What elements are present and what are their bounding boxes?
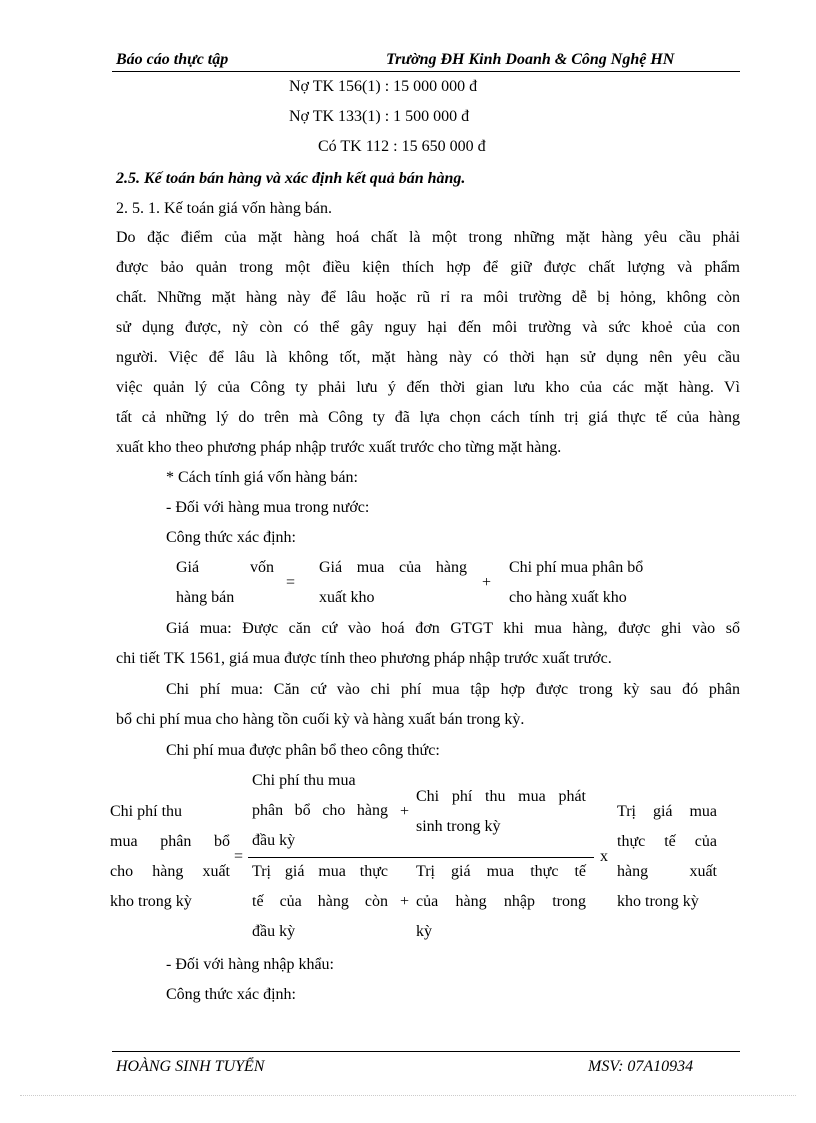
formula2-numerator-1: đầu kỳ: [252, 832, 296, 849]
formula2-lhs: cho hàng xuất: [110, 863, 230, 880]
allocation-title: Chi phí mua được phân bổ theo công thức:: [166, 742, 440, 759]
import-label: - Đối với hàng nhập khẩu:: [166, 956, 334, 973]
formula1-plus: +: [482, 574, 492, 591]
para1-line: chất. Những mặt hàng này để lâu hoặc rũ rỉ ra môi trường dễ bị hỏng, không còn: [116, 289, 740, 306]
formula2-denominator-1: tế của hàng còn: [252, 893, 388, 910]
formula2-numerator-1: Chi phí thu mua: [252, 772, 356, 789]
formula2-denominator-2: Trị giá mua thực tế: [416, 863, 586, 880]
para1-line: việc quản lý của Công ty phải lưu ý đến thời gian lưu kho của các mặt hàng. Vì: [116, 379, 740, 396]
formula1-lhs: hàng bán: [176, 589, 235, 606]
formula2-lhs: kho trong kỳ: [110, 893, 192, 910]
formula2-equals: =: [234, 848, 244, 865]
footer-author: HOÀNG SINH TUYỂN: [116, 1058, 265, 1075]
formula2-denominator-2: của hàng nhập trong: [416, 893, 586, 910]
formula2-rhs: thực tế của: [617, 833, 717, 850]
footer-student-id: MSV: 07A10934: [588, 1058, 694, 1075]
formula1-equals: =: [286, 574, 296, 591]
formula2-rhs: Trị giá mua: [617, 803, 717, 820]
para1-line: được bảo quản trong một điều kiện thích hợp để giữ được chất lượng và phẩm: [116, 259, 740, 276]
header-rule: [112, 71, 740, 72]
formula2-denominator-1: đầu kỳ: [252, 923, 296, 940]
formula-label: Công thức xác định:: [166, 529, 296, 546]
entry-debit-156: Nợ TK 156(1) : 15 000 000 đ: [289, 78, 478, 95]
formula1-term2: cho hàng xuất kho: [509, 589, 627, 606]
formula2-numerator-plus: +: [400, 803, 410, 820]
header-right: Trường ĐH Kinh Doanh & Công Nghệ HN: [386, 51, 675, 68]
formula2-times: x: [600, 848, 608, 865]
page-edge-dots: [20, 1095, 796, 1096]
para2-line: Giá mua: Được căn cứ vào hoá đơn GTGT khi mua hàng, được ghi vào sổ: [166, 620, 740, 637]
para1-line: người. Việc để lâu là không tốt, mặt hàng này có thời hạn sử dụng nên yêu cầu: [116, 349, 740, 366]
footer-rule: [112, 1051, 740, 1052]
formula2-denominator-2: kỳ: [416, 923, 432, 940]
subsection-title: 2. 5. 1. Kế toán giá vốn hàng bán.: [116, 200, 332, 217]
para1-line: sử dụng được, nỳ còn có thể gây nguy hại đến môi trường và sức khoẻ của con: [116, 319, 740, 336]
formula1-term1: Giá mua của hàng: [319, 559, 467, 576]
domestic-label: - Đối với hàng mua trong nước:: [166, 499, 370, 516]
formula2-numerator-2: Chi phí thu mua phát: [416, 788, 586, 805]
formula2-denominator-1: Trị giá mua thực: [252, 863, 388, 880]
entry-credit-112: Có TK 112 : 15 650 000 đ: [318, 138, 486, 155]
formula1-term2: Chi phí mua phân bổ: [509, 559, 644, 576]
formula2-lhs: Chi phí thu: [110, 803, 183, 820]
method-title: * Cách tính giá vốn hàng bán:: [166, 469, 358, 486]
para3-line: bổ chi phí mua cho hàng tồn cuối kỳ và hàng xuất bán trong kỳ.: [116, 711, 525, 728]
fraction-bar: [248, 857, 594, 858]
para1-line: Do đặc điểm của mặt hàng hoá chất là một trong những mặt hàng yêu cầu phải: [116, 229, 740, 246]
formula-label-2: Công thức xác định:: [166, 986, 296, 1003]
para3-line: Chi phí mua: Căn cứ vào chi phí mua tập hợp được trong kỳ sau đó phân: [166, 681, 740, 698]
para2-line: chi tiết TK 1561, giá mua được tính theo phương pháp nhập trước xuất trước.: [116, 650, 612, 667]
header-left: Báo cáo thực tập: [116, 51, 229, 68]
formula2-rhs: kho trong kỳ: [617, 893, 699, 910]
entry-debit-133: Nợ TK 133(1) : 1 500 000 đ: [289, 108, 470, 125]
para1-line: xuất kho theo phương pháp nhập trước xuất trước cho từng mặt hàng.: [116, 439, 562, 456]
formula2-rhs: hàng xuất: [617, 863, 717, 880]
formula2-numerator-1: phân bổ cho hàng: [252, 802, 388, 819]
formula2-lhs: mua phân bổ: [110, 833, 230, 850]
section-title: 2.5. Kế toán bán hàng và xác định kết quả bán hàng.: [116, 170, 466, 187]
formula2-denominator-plus: +: [400, 893, 410, 910]
para1-line: tất cả những lý do trên mà Công ty đã lựa chọn cách tính trị giá thực tế của hàng: [116, 409, 740, 426]
formula2-numerator-2: sinh trong kỳ: [416, 818, 501, 835]
formula1-term1: xuất kho: [319, 589, 375, 606]
formula1-lhs: Giá vốn: [176, 559, 274, 576]
